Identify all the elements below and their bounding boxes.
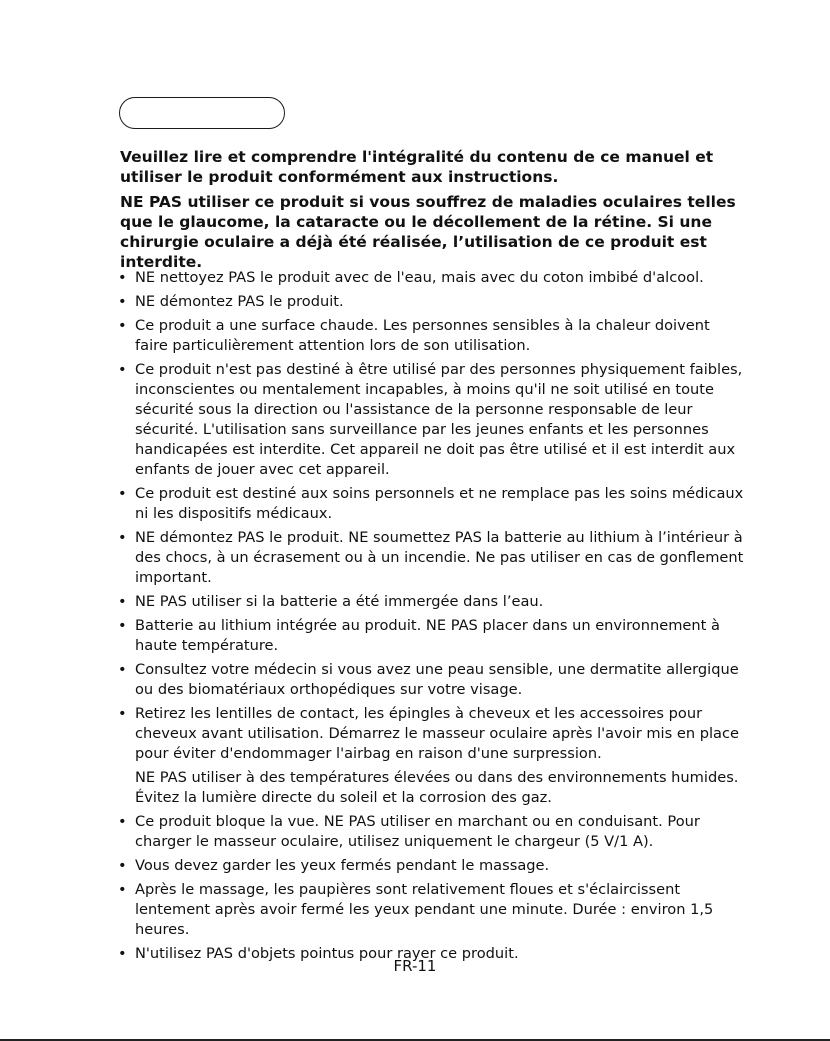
list-item-text: Ce produit a une surface chaude. Les personnes sensibles à la chaleur doivent faire particulièrement attention lors de son utilisation.: [135, 317, 710, 354]
section-title-box: [119, 97, 285, 129]
list-item-text: Vous devez garder les yeux fermés pendant le massage.: [135, 857, 550, 874]
list-item: [116, 360, 746, 480]
list-item: [116, 484, 746, 524]
list-item: [116, 316, 746, 356]
list-item-text: Retirez les lentilles de contact, les épingles à cheveux et les accessoires pour cheveux avant utilisation. Démarrez le masseur oculaire après l'avoir mis en place pour éviter d'endommager l'airbag en raison d'une surpression.: [135, 705, 739, 762]
list-item-text: N'utilisez PAS d'objets pointus pour rayer ce produit.: [135, 945, 519, 962]
list-item-text: Ce produit est destiné aux soins personnels et ne remplace pas les soins médicaux ni les dispositifs médicaux.: [135, 485, 744, 522]
list-item-text: NE PAS utiliser si la batterie a été immergée dans l’eau.: [135, 593, 544, 610]
list-item-text: Après le massage, les paupières sont relativement floues et s'éclaircissent lentement après avoir fermé les yeux pendant une minute. Durée : environ 1,5 heures.: [135, 881, 714, 938]
list-item-text: Consultez votre médecin si vous avez une peau sensible, une dermatite allergique ou des biomatériaux orthopédiques sur votre visage.: [135, 661, 739, 698]
list-item: [116, 528, 746, 588]
list-item: [116, 812, 746, 852]
safety-list: [116, 268, 746, 968]
list-item: [116, 660, 746, 700]
list-item: [116, 592, 746, 612]
list-item: [116, 704, 746, 808]
list-item-text: Ce produit n'est pas destiné à être utilisé par des personnes physiquement faibles, inconscientes ou mentalement incapables, à moins qu'il ne soit utilisé en toute sécurité sous la direction ou l'assistance de la personne responsable de leur sécurité. L'utilisation sans surveillance par les jeunes enfants et les personnes handicapées est interdite. Cet appareil ne doit pas être utilisé et il est interdit aux enfants de jouer avec cet appareil.: [135, 361, 743, 478]
list-item: [116, 616, 746, 656]
list-item-continuation: NE PAS utiliser à des températures élevées ou dans des environnements humides. Évitez la lumière directe du soleil et la corrosion des gaz.: [135, 769, 739, 806]
warning-paragraph: NE PAS utiliser ce produit si vous souffrez de maladies oculaires telles que le glaucome, la cataracte ou le décollement de la rétine. Si une chirurgie oculaire a déjà été réalisée, l’utilisation de ce produit est interdite.: [120, 193, 736, 271]
list-item-text: Ce produit bloque la vue. NE PAS utiliser en marchant ou en conduisant. Pour charger le masseur oculaire, utilisez uniquement le chargeur (5 V/1 A).: [135, 813, 700, 850]
page-number: FR-11: [393, 957, 437, 975]
list-item: [116, 292, 746, 312]
list-item: [116, 880, 746, 940]
intro-paragraph: Veuillez lire et comprendre l'intégralité du contenu de ce manuel et utiliser le produit conformément aux instructions.: [120, 148, 714, 186]
list-item-text: Batterie au lithium intégrée au produit. NE PAS placer dans un environnement à haute température.: [135, 617, 720, 654]
list-item: [116, 268, 746, 288]
list-item-text: NE nettoyez PAS le produit avec de l'eau, mais avec du coton imbibé d'alcool.: [135, 269, 704, 286]
list-item-text: NE démontez PAS le produit.: [135, 293, 344, 310]
list-item-text: NE démontez PAS le produit. NE soumettez PAS la batterie au lithium à l’intérieur à des chocs, à un écrasement ou à un incendie. Ne pas utiliser en cas de gonflement important.: [135, 529, 744, 586]
list-item: [116, 856, 746, 876]
